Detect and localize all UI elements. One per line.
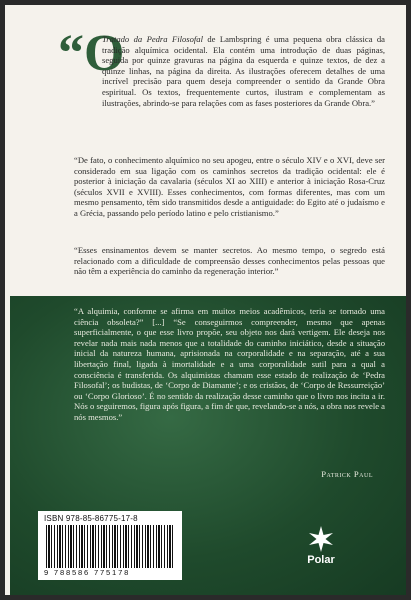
barcode-number: 9 788586 775178: [44, 568, 131, 577]
top-section: [10, 10, 411, 296]
author-name: Patrick Paul: [321, 469, 373, 479]
isbn-label: ISBN 978-85-86775-17-8: [44, 514, 138, 523]
intro-text: de Lambspring é uma pequena obra clássica da tradição alquímica ocidental. Ela contém uma introdução de duas páginas, seguida por quinze gravuras na página da esquerda e quinze textos, de dez a quinze linhas, na página da direita. As ilustrações oferecem detalhes de uma incrível precisão para quem deseja compreender o sentido da Grande Obra espiritual. Os textos, frequentemente curtos, ilustram e complementam as ilustrações, abrindo-se para relações com as fases posteriores da Grande Obra.”: [102, 34, 386, 108]
green-section: [10, 296, 411, 600]
barcode-panel: [38, 511, 182, 580]
publisher-name: Polar: [307, 554, 335, 566]
secrecy-paragraph: “Esses ensinamentos devem se manter secretos. Ao mesmo tempo, o segredo está relacionado com a dificuldade de compreensão desses conhecimentos pelas pessoas que não têm a experiência do caminho da regeneração interior.”: [74, 245, 385, 277]
publisher-logo: [301, 526, 341, 566]
star-burst-icon: [308, 526, 334, 552]
barcode-icon: [46, 525, 174, 568]
quote-paragraph: “A alquimia, conforme se afirma em muitos meios acadêmicos, teria se tornado uma ciência obsoleta?” [...] “Se conseguirmos compreender, mesmo que apenas superficialmente, o que esse livro propõe, seu objeto nos dará vertigem. Ele deseja nos revelar nada mais nada menos que a totalidade do caminho iniciático, desde a situação inicial da natureza humana, aprisionada na corporalidade e na separação, até a sua libertação final, ligada à imortalidade e a uma corporalidade sutil para a qual a consciência é transferida. Os alquimistas chamam esse estado de realização de ‘Pedra Filosofal’; os budistas, de ‘Corpo de Diamante’; e os cristãos, de ‘Corpo de Ressurreição’ ou ‘Corpo Glorioso’. É no sentido da realização desse caminho que o livro nos incita a ir. Nós o seguiremos, figura após figura, a fim de que, revelando-se a nós, a obra nos revele a nós mesmos.”: [74, 306, 385, 422]
drop-cap-quote: “O: [58, 25, 125, 82]
intro-paragraph: [74, 34, 385, 108]
book-title: Tratado da Pedra Filosofal: [102, 34, 203, 44]
history-paragraph: “De fato, o conhecimento alquímico no seu apogeu, entre o século XIV e o XVI, deve ser considerado em sua ligação com os caminhos secretos da tradição ocidental: ele é posterior à iniciação da cavalaria (séculos XI ao XIII) e anterior à iniciação Rosa-Cruz (séculos XVII e XVIII). Esses conhecimentos, com formas diferentes, mas com um mesmo pensamento, têm sido transmitidos desde a antiguidade: do Egito até o judaísmo e a Grécia, passando pelo período latino e pelo cristianismo.”: [74, 155, 385, 218]
